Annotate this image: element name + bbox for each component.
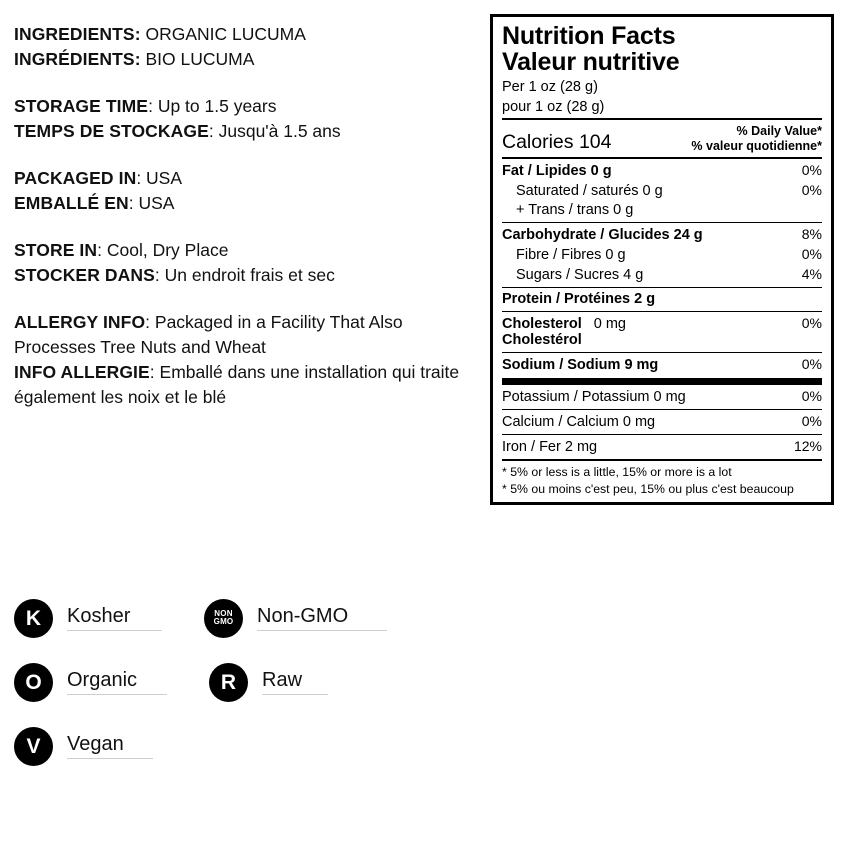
nutrient-row-sugars [502,265,822,285]
cholesterol-label-en: Cholesterol [502,316,582,333]
info-block-store-in [14,238,474,288]
info-label-en: ALLERGY INFO [14,312,146,332]
footnote-en: * 5% or less is a little, 15% or more is a lot [502,465,732,480]
nutrient-pct: 0% [801,355,822,372]
divider [502,287,822,288]
daily-value-header-fr: % valeur quotidienne* [691,138,822,153]
nutrition-title-en: Nutrition Facts [502,22,676,50]
info-line-fr [14,191,474,216]
badge-row-3 [14,714,474,778]
nutrient-name: Iron / Fer 2 mg [502,439,598,456]
badge-raw [209,663,328,702]
nutrient-row-iron [502,437,822,457]
info-value-en: : Cool, Dry Place [97,240,229,260]
daily-value-header-en: % Daily Value* [736,123,822,138]
nutrient-row-saturated [502,181,822,201]
product-info-column [14,22,474,432]
info-line-fr [14,47,474,72]
nutrient-name: Fibre / Fibres 0 g [516,247,626,264]
cholesterol-amount: 0 mg [593,316,627,333]
nutrient-pct: 0% [801,413,822,430]
nutrient-row-potassium [502,387,822,407]
info-value-fr: : Jusqu'à 1.5 ans [208,121,341,141]
badge-vegan [14,727,153,766]
nutrient-row-fat [502,161,822,181]
nutrient-name: + Trans / trans 0 g [516,201,634,218]
nutrient-pct: 0% [801,246,822,263]
badge-organic [14,663,167,702]
divider [502,409,822,410]
info-value-fr: BIO LUCUMA [140,49,255,69]
badge-label-kosher: Kosher [67,605,162,631]
nutrient-pct: 4% [801,266,822,283]
info-label-en: INGREDIENTS: [14,24,141,44]
nutrient-name [502,317,588,348]
info-line-fr [14,360,474,410]
info-line-en [14,166,474,191]
info-line-en [14,94,474,119]
nutrient-name: Sodium / Sodium 9 mg [502,356,659,373]
certification-badges [14,586,474,778]
badge-label-non-gmo: Non-GMO [257,605,387,631]
badge-label-vegan: Vegan [67,733,153,759]
divider [502,157,822,159]
badge-kosher [14,599,162,638]
divider [502,222,822,223]
info-block-allergy-info [14,310,474,410]
cholesterol-label-fr: Cholestérol [502,332,582,349]
calories-label: Calories 104 [502,130,612,153]
divider-thick [502,378,822,385]
nutrient-pct: 0% [801,387,822,404]
info-label-fr: INGRÉDIENTS: [14,49,141,69]
nutrient-name: Saturated / saturés 0 g [516,182,663,199]
info-value-en: ORGANIC LUCUMA [140,24,306,44]
serving-size-en: Per 1 oz (28 g) [502,78,598,95]
footnote-fr: * 5% ou moins c'est peu, 15% ou plus c'est beaucoup [502,482,794,497]
info-line-fr [14,263,474,288]
info-label-en: STORAGE TIME [14,96,149,116]
divider [502,311,822,312]
nutrient-pct: 12% [793,438,822,455]
nutrient-row-protein [502,290,822,309]
kosher-icon: K [14,599,53,638]
info-line-en [14,22,474,47]
nutrient-row-cholesterol [502,314,822,349]
info-line-fr [14,119,474,144]
info-label-en: PACKAGED IN [14,168,137,188]
divider [502,459,822,461]
nutrient-name: Calcium / Calcium 0 mg [502,414,656,431]
calories-row [502,122,822,155]
organic-icon: O [14,663,53,702]
info-value-en: : Packaged in a Facility That Also Processes Tree Nuts and Wheat [14,312,403,357]
info-block-storage-time [14,94,474,144]
info-label-fr: TEMPS DE STOCKAGE [14,121,209,141]
nutrient-pct: 0% [801,161,822,178]
nutrient-row-carbohydrate [502,225,822,245]
raw-icon: R [209,663,248,702]
nutrient-row-trans [502,201,822,220]
nutrient-name: Fat / Lipides 0 g [502,162,612,179]
info-line-en [14,238,474,263]
non-gmo-icon: NON GMO [204,599,243,638]
divider [502,352,822,353]
nutrient-row-fibre [502,245,822,265]
nutrient-row-sodium [502,355,822,375]
info-value-en: : USA [136,168,183,188]
divider [502,118,822,120]
info-label-fr: EMBALLÉ EN [14,193,129,213]
info-label-fr: INFO ALLERGIE [14,362,150,382]
info-value-fr: : USA [128,193,175,213]
nutrient-pct: 0% [801,181,822,198]
serving-size-fr: pour 1 oz (28 g) [502,98,605,115]
vegan-icon: V [14,727,53,766]
info-value-en: : Up to 1.5 years [148,96,277,116]
nutrition-facts-panel [490,14,834,505]
nutrient-name: Potassium / Potassium 0 mg [502,388,686,405]
nutrient-pct: 0% [801,315,822,332]
info-label-en: STORE IN [14,240,98,260]
info-label-fr: STOCKER DANS [14,265,155,285]
nutrient-row-calcium [502,412,822,432]
badge-label-raw: Raw [262,669,328,695]
divider [502,434,822,435]
info-block-packaged-in [14,166,474,216]
nutrient-name: Protein / Protéines 2 g [502,291,656,308]
badge-row-2 [14,650,474,714]
badge-non-gmo [204,599,387,638]
info-value-fr: : Emballé dans une installation qui traite également les noix et le blé [14,362,460,407]
nutrient-name: Sugars / Sucres 4 g [516,267,644,284]
badge-label-organic: Organic [67,669,167,695]
daily-value-header [691,124,822,155]
nutrient-pct: 8% [801,226,822,243]
nutrient-name: Carbohydrate / Glucides 24 g [502,227,703,244]
nutrition-title-fr: Valeur nutritive [502,48,680,77]
info-value-fr: : Un endroit frais et sec [154,265,335,285]
info-block-ingredients [14,22,474,72]
badge-row-1 [14,586,474,650]
info-line-en [14,310,474,360]
